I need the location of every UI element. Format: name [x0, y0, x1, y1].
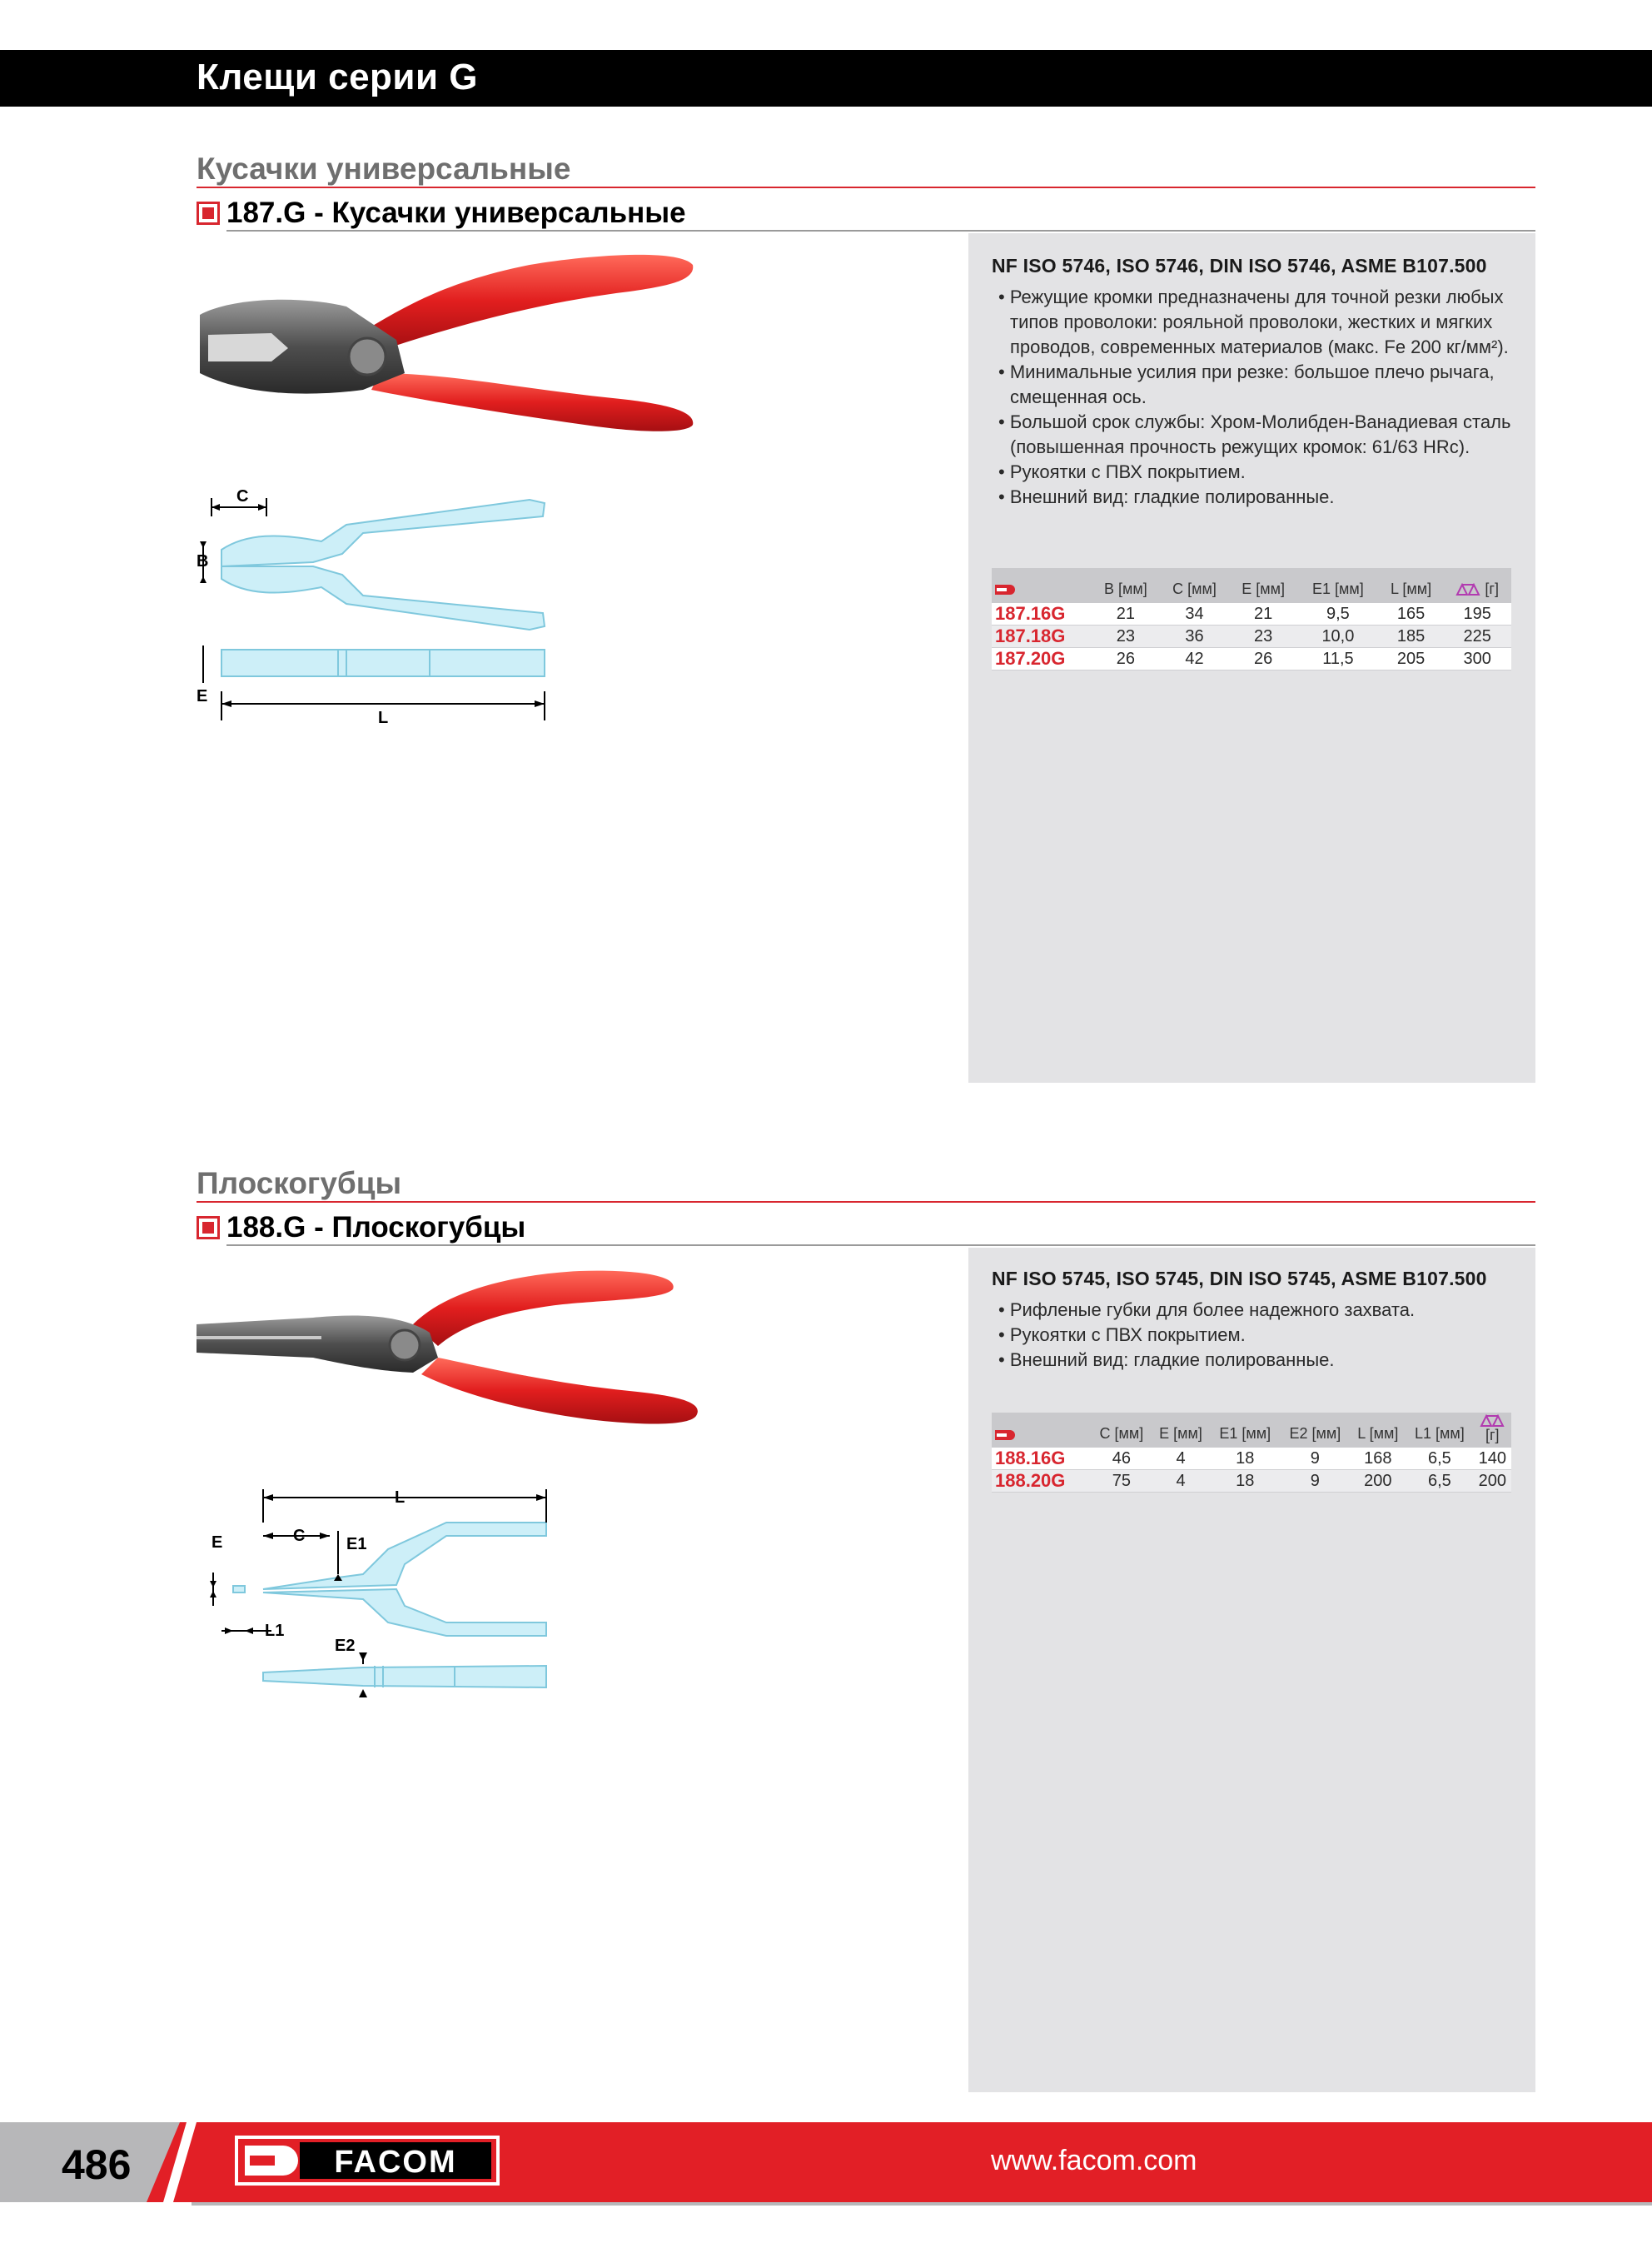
feature-item: • Рифленые губки для более надежного захвата. — [992, 1298, 1525, 1323]
table-cell: 11,5 — [1297, 648, 1379, 670]
product-title: 188.G - Плоскогубцы — [226, 1211, 526, 1244]
product-ref: 188.16G — [992, 1448, 1092, 1470]
table-cell: 200 — [1474, 1470, 1511, 1493]
feature-list — [992, 1298, 1525, 1373]
dim-label-c: C — [236, 487, 249, 506]
dim-label-l1: L1 — [265, 1622, 285, 1640]
table-cell: 168 — [1350, 1448, 1406, 1470]
table-cell: 9,5 — [1297, 603, 1379, 626]
table-cell: 195 — [1443, 603, 1511, 626]
scale-icon — [1455, 583, 1480, 596]
dim-label-e: E — [197, 687, 208, 705]
product-divider — [226, 1244, 1535, 1246]
col-header: C [мм] — [1172, 581, 1217, 597]
info-panel-flat-pliers — [968, 1248, 1535, 2092]
standards-text: NF ISO 5746, ISO 5746, DIN ISO 5746, ASME B107.500 — [992, 255, 1487, 277]
product-divider — [226, 230, 1535, 232]
col-header: L [мм] — [1391, 581, 1432, 597]
ref-column-header — [992, 1413, 1092, 1448]
table-cell: 23 — [1229, 626, 1297, 648]
feature-item: • Рукоятки с ПВХ покрытием. — [992, 460, 1525, 485]
col-header: E [мм] — [1159, 1425, 1202, 1443]
facom-logo — [235, 2136, 500, 2186]
table-header-row — [992, 1413, 1511, 1448]
table-cell: 75 — [1092, 1470, 1152, 1493]
table-cell: 4 — [1152, 1448, 1210, 1470]
dim-label-b: B — [197, 552, 209, 571]
feature-item: • Внешний вид: гладкие полированные. — [992, 1348, 1525, 1373]
product-title: 187.G - Кусачки универсальные — [226, 197, 686, 229]
product-ref: 187.18G — [992, 626, 1092, 648]
pliers-photo — [197, 1266, 704, 1433]
dim-label-l: L — [378, 709, 389, 727]
dim-label-l: L — [395, 1488, 406, 1507]
table-row — [992, 603, 1511, 626]
product-ref: 187.16G — [992, 603, 1092, 626]
facom-ref-icon — [995, 1428, 1020, 1442]
table-row — [992, 626, 1511, 648]
col-header: L1 [мм] — [1414, 1425, 1465, 1443]
table-cell: 21 — [1229, 603, 1297, 626]
table-cell: 34 — [1160, 603, 1229, 626]
feature-list — [992, 285, 1525, 510]
standards-text: NF ISO 5745, ISO 5745, DIN ISO 5745, ASME B107.500 — [992, 1268, 1487, 1289]
bullet-square-icon — [197, 1216, 220, 1239]
spec-table — [992, 1413, 1511, 1493]
product-heading — [197, 1211, 525, 1244]
table-cell: 26 — [1092, 648, 1160, 670]
dim-label-e: E — [211, 1533, 223, 1552]
table-cell: 23 — [1092, 626, 1160, 648]
weight-col-header — [1474, 1413, 1511, 1448]
facom-ref-icon — [995, 583, 1020, 596]
cutters-dimension-diagram — [197, 483, 555, 733]
table-cell: 9 — [1280, 1448, 1350, 1470]
bullet-square-icon — [197, 202, 220, 225]
col-header: E1 [мм] — [1219, 1425, 1271, 1443]
table-cell: 165 — [1379, 603, 1444, 626]
section-title: Кусачки универсальные — [197, 152, 571, 186]
table-cell: 18 — [1210, 1448, 1280, 1470]
col-header: E1 [мм] — [1312, 581, 1364, 597]
table-row — [992, 648, 1511, 670]
product-ref: 188.20G — [992, 1470, 1092, 1493]
table-cell: 18 — [1210, 1470, 1280, 1493]
feature-item: • Режущие кромки предназначены для точной резки любых типов проволоки: рояльной проволоки, жестких и мягких проводов, современных материалов (макс. Fe 200 кг/мм²). — [992, 285, 1525, 360]
table-cell: 10,0 — [1297, 626, 1379, 648]
table-row — [992, 1470, 1511, 1493]
dim-label-c: C — [293, 1527, 306, 1545]
dim-label-e2: E2 — [335, 1637, 356, 1655]
dim-label-e1: E1 — [346, 1535, 367, 1553]
table-cell: 46 — [1092, 1448, 1152, 1470]
spec-table — [992, 568, 1511, 670]
table-cell: 21 — [1092, 603, 1160, 626]
col-header: E [мм] — [1241, 581, 1286, 597]
col-header: L [мм] — [1357, 1425, 1399, 1443]
page-title: Клещи серии G — [197, 57, 478, 97]
feature-item: • Большой срок службы: Хром-Молибден-Ванадиевая сталь (повышенная прочность режущих кромок: 61/63 HRc). — [992, 410, 1525, 460]
table-cell: 26 — [1229, 648, 1297, 670]
page-header — [0, 50, 1652, 107]
table-cell: 6,5 — [1406, 1470, 1473, 1493]
info-panel-cutters — [968, 233, 1535, 1083]
section-divider — [197, 187, 1535, 188]
feature-item: • Внешний вид: гладкие полированные. — [992, 485, 1525, 510]
feature-item: • Минимальные усилия при резке: большое плечо рычага, смещенная ось. — [992, 360, 1525, 410]
weight-col-header — [1443, 568, 1511, 603]
weight-unit: [г] — [1485, 1427, 1500, 1444]
product-heading — [197, 197, 686, 230]
weight-unit: [г] — [1485, 581, 1499, 597]
table-cell: 205 — [1379, 648, 1444, 670]
pliers-dimension-diagram — [197, 1481, 555, 1731]
section-title: Плоскогубцы — [197, 1166, 402, 1200]
product-ref: 187.20G — [992, 648, 1092, 670]
feature-item: • Рукоятки с ПВХ покрытием. — [992, 1323, 1525, 1348]
table-cell: 42 — [1160, 648, 1229, 670]
cutters-photo — [197, 248, 704, 431]
scale-icon — [1480, 1414, 1505, 1428]
table-row — [992, 1448, 1511, 1470]
ref-column-header — [992, 568, 1092, 603]
website-link[interactable]: www.facom.com — [991, 2145, 1197, 2176]
footer-underline — [192, 2202, 1652, 2206]
section-divider — [197, 1201, 1535, 1203]
col-header: E2 [мм] — [1289, 1425, 1341, 1443]
table-cell: 36 — [1160, 626, 1229, 648]
brand-name: FACOM — [334, 2145, 457, 2180]
table-cell: 6,5 — [1406, 1448, 1473, 1470]
table-cell: 200 — [1350, 1470, 1406, 1493]
table-cell: 225 — [1443, 626, 1511, 648]
table-header-row — [992, 568, 1511, 603]
table-cell: 185 — [1379, 626, 1444, 648]
table-cell: 140 — [1474, 1448, 1511, 1470]
table-cell: 300 — [1443, 648, 1511, 670]
page-number: 486 — [62, 2141, 132, 2188]
col-header: B [мм] — [1104, 581, 1147, 597]
table-cell: 9 — [1280, 1470, 1350, 1493]
table-cell: 4 — [1152, 1470, 1210, 1493]
col-header: C [мм] — [1099, 1425, 1144, 1443]
